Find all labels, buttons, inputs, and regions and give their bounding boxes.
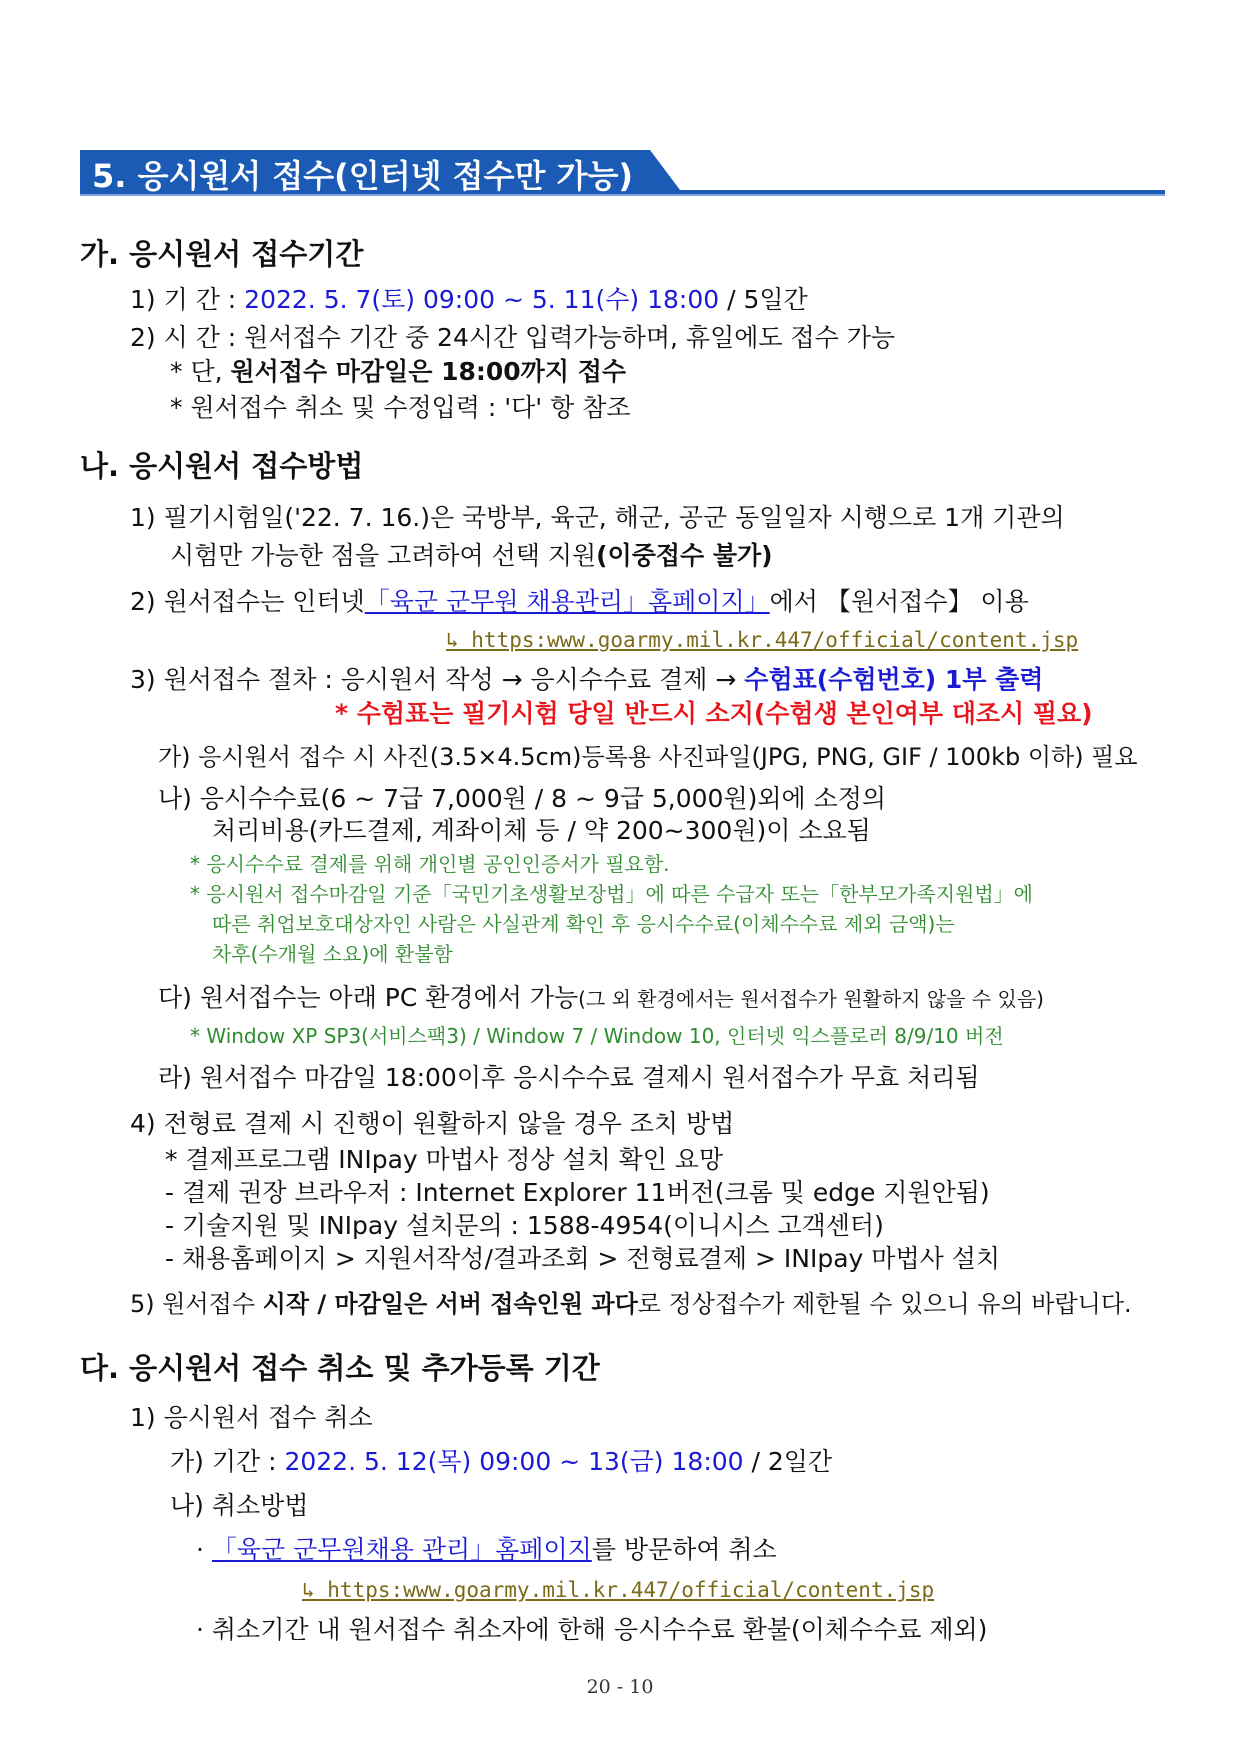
section-title: 5. 응시원서 접수(인터넷 접수만 가능) [92, 157, 634, 195]
cancel-period-label: 가) 기간 : [170, 1447, 285, 1476]
period-label: 1) 기 간 : [130, 285, 245, 314]
heading-da: 다. 응시원서 접수 취소 및 추가등록 기간 [80, 1351, 600, 1385]
page-number: 20 - 10 [586, 1676, 654, 1698]
procedure-line [130, 664, 1043, 696]
cancel-title: 1) 응시원서 접수 취소 [130, 1403, 373, 1432]
heading-na: 나. 응시원서 접수방법 [80, 449, 364, 483]
server-warning-prefix: 5) 원서접수 [130, 1290, 263, 1318]
exam-date-text: 시험만 가능한 점을 고려하여 선택 지원 [170, 541, 597, 570]
cancel-homepage-tail: 를 방문하여 취소 [591, 1535, 777, 1564]
cancel-ref-note: * 원서접수 취소 및 수정입력 : '다' 항 참조 [170, 393, 631, 422]
period-days: / 5일간 [719, 285, 808, 314]
homepage-url-link[interactable]: ↳ https:www.goarmy.mil.kr.447/official/content.jsp [446, 628, 1079, 652]
server-warning-tail: 로 정상접수가 제한될 수 있으니 유의 바랍니다. [637, 1290, 1132, 1318]
deadline-note-bold: 원서접수 마감일은 18:00까지 접수 [230, 357, 626, 386]
photo-requirement: 가) 응시원서 접수 시 사진(3.5×4.5cm)등록용 사진파일(JPG, PNG, GIF / 100kb 이하) 필요 [158, 743, 1138, 771]
refund-note-3: 차후(수개월 소요)에 환불함 [212, 942, 453, 966]
cancel-period-days: / 2일간 [743, 1447, 833, 1476]
cancel-homepage-line [196, 1534, 777, 1566]
deadline-note-prefix: * 단, [170, 357, 231, 386]
exam-date-line: 1) 필기시험일('22. 7. 16.)은 국방부, 육군, 해군, 공군 동일일자 시행으로 1개 기관의 [130, 503, 1065, 532]
pc-env-small: (그 외 환경에서는 원서접수가 원활하지 않을 수 있음) [578, 987, 1044, 1011]
army-homepage-link[interactable]: 「육군 군무원 채용관리」홈페이지」 [364, 587, 770, 616]
admission-ticket-print: 수험표(수험번호) 1부 출력 [744, 665, 1044, 694]
cancel-method-title: 나) 취소방법 [170, 1491, 309, 1520]
no-double-apply: (이중접수 불가) [596, 541, 773, 570]
heading-ga: 가. 응시원서 접수기간 [80, 237, 364, 271]
tech-support: - 기술지원 및 INIpay 설치문의 : 1588-4954(이니시스 고객센터) [165, 1211, 884, 1240]
fee-line: 나) 응시수수료(6 ~ 7급 7,000원 / 8 ~ 9급 5,000원)외에 소정의 [158, 784, 887, 813]
invalid-payment-line: 라) 원서접수 마감일 18:00이후 응시수수료 결제시 원서접수가 무효 처리됨 [158, 1063, 980, 1092]
browser-recommend: - 결제 권장 브라우저 : Internet Explorer 11버전(크롬 및 edge 지원안됨) [165, 1178, 990, 1207]
exam-date-line-2 [170, 540, 773, 572]
pc-env-line [158, 982, 1044, 1015]
internet-apply-line [130, 586, 1029, 618]
refund-line: · 취소기간 내 원서접수 취소자에 한해 응시수수료 환불(이체수수료 제외) [196, 1615, 988, 1644]
server-warning-line [130, 1288, 1132, 1320]
internet-apply-tail: 에서 【원서접수】 이용 [769, 587, 1029, 616]
procedure-text: 3) 원서접수 절차 : 응시원서 작성 → 응시수수료 결제 → [130, 665, 745, 694]
pc-env-note: * Window XP SP3(서비스팩3) / Window 7 / Window 10, 인터넷 익스플로러 8/9/10 버전 [190, 1024, 1004, 1048]
refund-note-1: * 응시원서 접수마감일 기준「국민기초생활보장법」에 따른 수급자 또는「한부모가족지원법」에 [190, 882, 1033, 906]
cancel-period-line [170, 1446, 832, 1478]
inipay-check: * 결제프로그램 INIpay 마법사 정상 설치 확인 요망 [165, 1145, 724, 1174]
cert-note: * 응시수수료 결제를 위해 개인별 공인인증서가 필요함. [190, 852, 670, 876]
period-dates: 2022. 5. 7(토) 09:00 ~ 5. 11(수) 18:00 [244, 285, 720, 314]
period-line [130, 284, 808, 316]
pc-env-text: 다) 원서접수는 아래 PC 환경에서 가능 [158, 983, 579, 1012]
inipay-install-path: - 채용홈페이지 > 지원서작성/결과조회 > 전형료결제 > INIpay 마법사 설치 [165, 1244, 1000, 1273]
cancel-period-dates: 2022. 5. 12(목) 09:00 ~ 13(금) 18:00 [284, 1447, 744, 1476]
internet-apply-text: 2) 원서접수는 인터넷 [130, 587, 365, 616]
deadline-note [170, 356, 626, 388]
payment-issue-line: 4) 전형료 결제 시 진행이 원활하지 않을 경우 조치 방법 [130, 1109, 735, 1138]
bullet: · [196, 1535, 212, 1564]
refund-note-2: 따른 취업보호대상자인 사람은 사실관계 확인 후 응시수수료(이체수수료 제외 금액)는 [212, 912, 955, 936]
cancel-homepage-link[interactable]: 「육군 군무원채용 관리」홈페이지 [211, 1535, 592, 1564]
time-line: 2) 시 간 : 원서접수 기간 중 24시간 입력가능하며, 휴일에도 접수 가능 [130, 323, 896, 352]
server-warning-bold: 시작 / 마감일은 서버 접속인원 과다 [262, 1290, 638, 1318]
fee-line-2: 처리비용(카드결제, 계좌이체 등 / 약 200~300원)이 소요됨 [212, 816, 871, 845]
admission-ticket-warning: * 수험표는 필기시험 당일 반드시 소지(수험생 본인여부 대조시 필요) [335, 699, 1093, 728]
cancel-homepage-url[interactable]: ↳ https:www.goarmy.mil.kr.447/official/content.jsp [302, 1578, 935, 1602]
